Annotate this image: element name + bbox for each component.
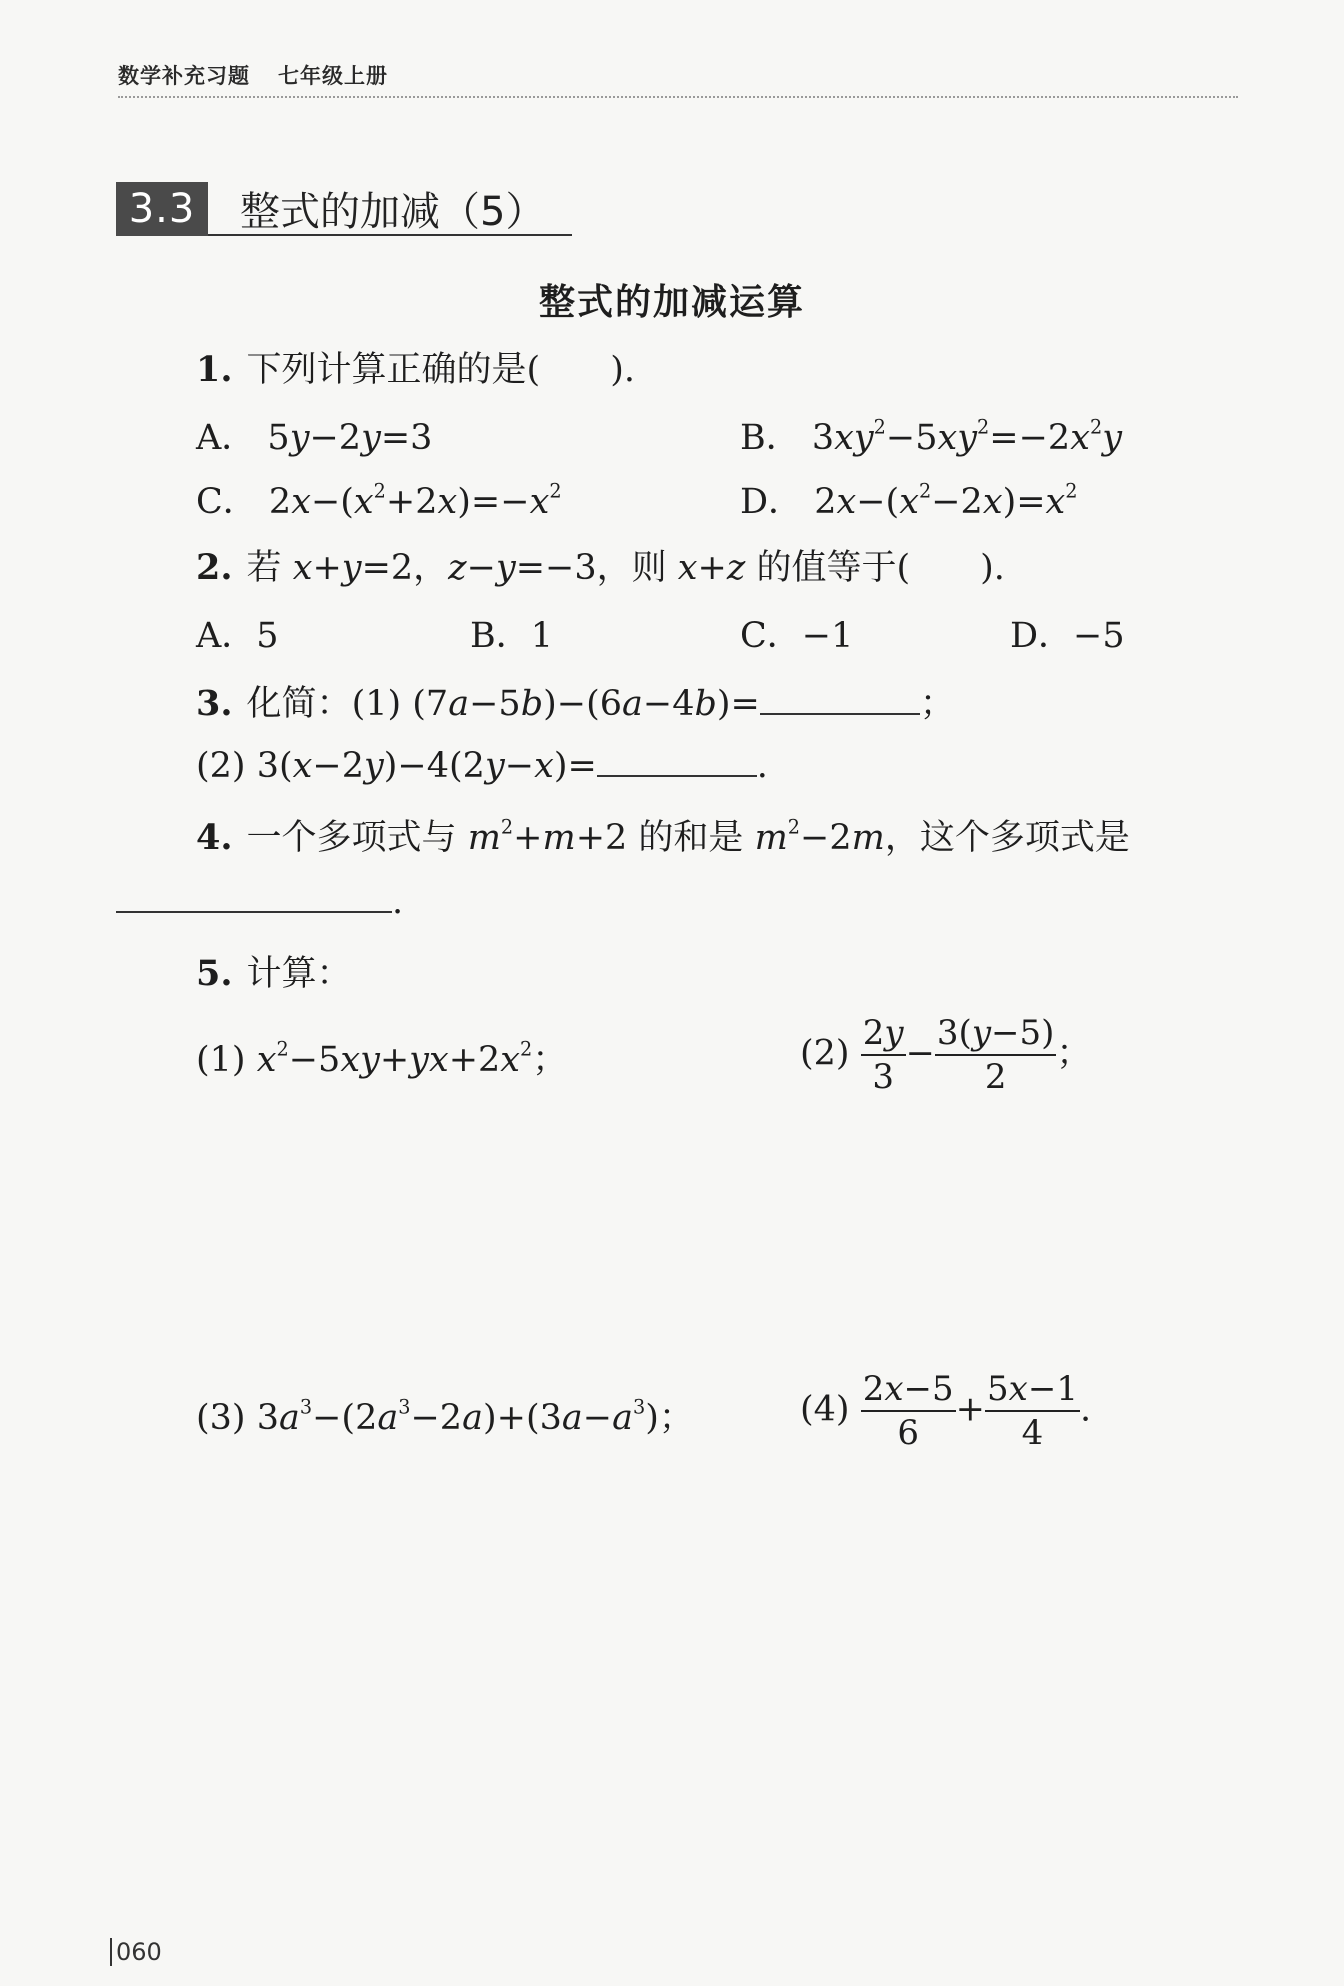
book-title: 数学补充习题 [118, 64, 250, 88]
question-number: 3. [196, 683, 233, 724]
header-divider [118, 96, 1238, 98]
part-label: (1) [196, 1040, 246, 1080]
fraction: $\frac{2y}{3}$ [862, 1013, 904, 1097]
q1-option-c: C． $2x-(x^2+2x)=-x^2$ [196, 479, 562, 522]
question-stem: 下列计算正确的是( ). [246, 350, 635, 390]
part-label: (2) [196, 746, 246, 786]
fraction: $\frac{5x-1}{4}$ [987, 1369, 1078, 1453]
q2-option-a: A．5 [196, 616, 279, 656]
option-label: A． [196, 418, 257, 458]
option-label: D． [740, 482, 804, 522]
page-number: 060 [110, 1938, 162, 1966]
option-label: C． [196, 482, 258, 522]
stem-text: ，这个多项式是 [884, 818, 1130, 858]
stem-text: 若 [246, 548, 282, 588]
question-5 [196, 946, 352, 996]
question-label: 化简： [246, 684, 352, 724]
question-5-part-2: (2) $\frac{2y}{3}$ − $\frac{3(y-5)}{2}$ ； [800, 1013, 1092, 1097]
q1-option-a: A． 5y−2y=3 [196, 418, 433, 458]
part-label: (3) [196, 1398, 246, 1438]
question-3: 3. 化简：(1) (7a−5b)−(6a−4b)= ； [196, 683, 955, 724]
q1-option-b: B． $3xy^2-5xy^2=-2x^2y$ [740, 415, 1122, 458]
question-number: 2. [196, 547, 233, 588]
fraction: $\frac{2x-5}{6}$ [862, 1369, 954, 1453]
part-label: (1) [351, 684, 402, 724]
grade-label: 七年级上册 [278, 64, 388, 88]
question-5-part-4: (4) $\frac{2x-5}{6}$ + $\frac{5x-1}{4}$ . [800, 1369, 1092, 1453]
question-number: 4. [196, 817, 233, 858]
q1-option-d: D． $2x-(x^2-2x)=x^2$ [740, 479, 1078, 522]
running-head [118, 60, 388, 90]
option-label: B． [740, 418, 801, 458]
part-label: (2) [800, 1033, 850, 1074]
subtitle: 整式的加减运算 [538, 282, 805, 323]
question-3-part-2: (2) 3(x−2y)−4(2y−x)= . [196, 746, 768, 786]
fraction: $\frac{3(y-5)}{2}$ [936, 1013, 1055, 1097]
answer-blank[interactable] [760, 712, 920, 715]
question-5-part-1: (1) $x^2-5xy+yx+2x^2$； [196, 1037, 568, 1080]
question-number: 1. [196, 349, 233, 390]
question-number: 5. [196, 953, 233, 994]
stem-text: 的和是 [638, 818, 744, 858]
q2-option-d: D．−5 [1010, 616, 1125, 656]
answer-blank[interactable] [116, 910, 392, 913]
stem-text: 的值等于( ). [756, 548, 1005, 588]
question-4: 4. 一个多项式与 $m^2+m+2$ 的和是 $m^2-2m$，这个多项式是 [196, 815, 1130, 858]
question-label: 计算： [246, 954, 352, 994]
question-2: 2. 若 x+y=2，z−y=−3，则 x+z 的值等于( ). [196, 547, 1005, 588]
question-1 [196, 342, 635, 392]
answer-blank[interactable] [597, 774, 757, 777]
question-5-part-3: (3) $3a^3-(2a^3-2a)+(3a-a^3)$； [196, 1395, 694, 1438]
q2-option-b: B．1 [470, 616, 553, 656]
stem-text: 一个多项式与 [246, 818, 457, 858]
question-4-answer-line: . [116, 882, 403, 922]
section-underline [208, 234, 572, 236]
section-number: 3.3 [116, 182, 208, 236]
section-title: 整式的加减（5） [240, 189, 546, 235]
part-label: (4) [800, 1389, 850, 1430]
q2-option-c: C．−1 [740, 616, 854, 656]
